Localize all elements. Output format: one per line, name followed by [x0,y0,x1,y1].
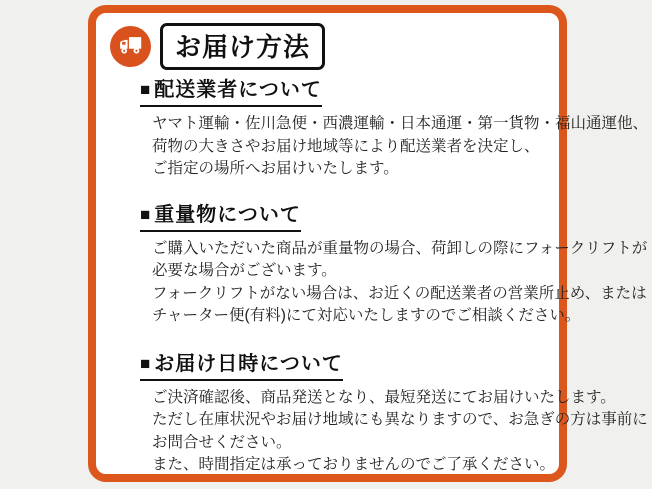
body-line: ヤマト運輸・佐川急便・西濃運輸・日本通運・第一貨物・福山通運他、 [152,115,649,132]
body-line: チャーター便(有料)にて対応いたしますのでご相談ください。 [152,307,581,324]
body-line: ご指定の場所へお届けいたします。 [152,160,399,177]
truck-icon [110,26,151,67]
section-delivery-datetime-body [152,387,648,477]
section-carriers-heading [140,73,322,107]
body-line: ご決済確認後、商品発送となり、最短発送にてお届けいたします。 [152,388,616,406]
section-heading-text: 配送業者について [154,79,322,101]
body-line: 荷物の大きさやお届け地域等により配送業者を決定し、 [152,137,540,155]
body-line: フォークリフトがない場合は、お近くの配送業者の営業所止め、または [152,284,647,302]
body-line: お問合せください。 [152,433,292,451]
page-title: お届け方法 [160,23,325,70]
square-bullet-icon: ■ [140,353,152,373]
section-heavy-items-heading [140,198,301,232]
body-line: ただし在庫状況やお届け地域にも異なりますので、お急ぎの方は事前に [152,411,648,428]
section-heavy-items-body [152,238,648,328]
section-heading-text: 重量物について [154,203,301,226]
section-carriers-body [152,113,649,181]
body-line: また、時間指定は承っておりませんのでご了承ください。 [152,456,556,473]
section-heavy-items [140,198,648,328]
section-delivery-datetime-heading [140,347,343,381]
body-line: ご購入いただいた商品が重量物の場合、荷卸しの際にフォークリフトが [152,239,648,257]
body-line: 必要な場合がございます。 [152,262,337,279]
square-bullet-icon: ■ [140,80,152,99]
section-delivery-datetime [140,347,648,477]
delivery-info-panel [88,5,649,482]
section-carriers [140,73,649,181]
panel-header [110,25,545,67]
square-bullet-icon: ■ [140,204,152,224]
section-heading-text: お届け日時について [154,352,343,375]
